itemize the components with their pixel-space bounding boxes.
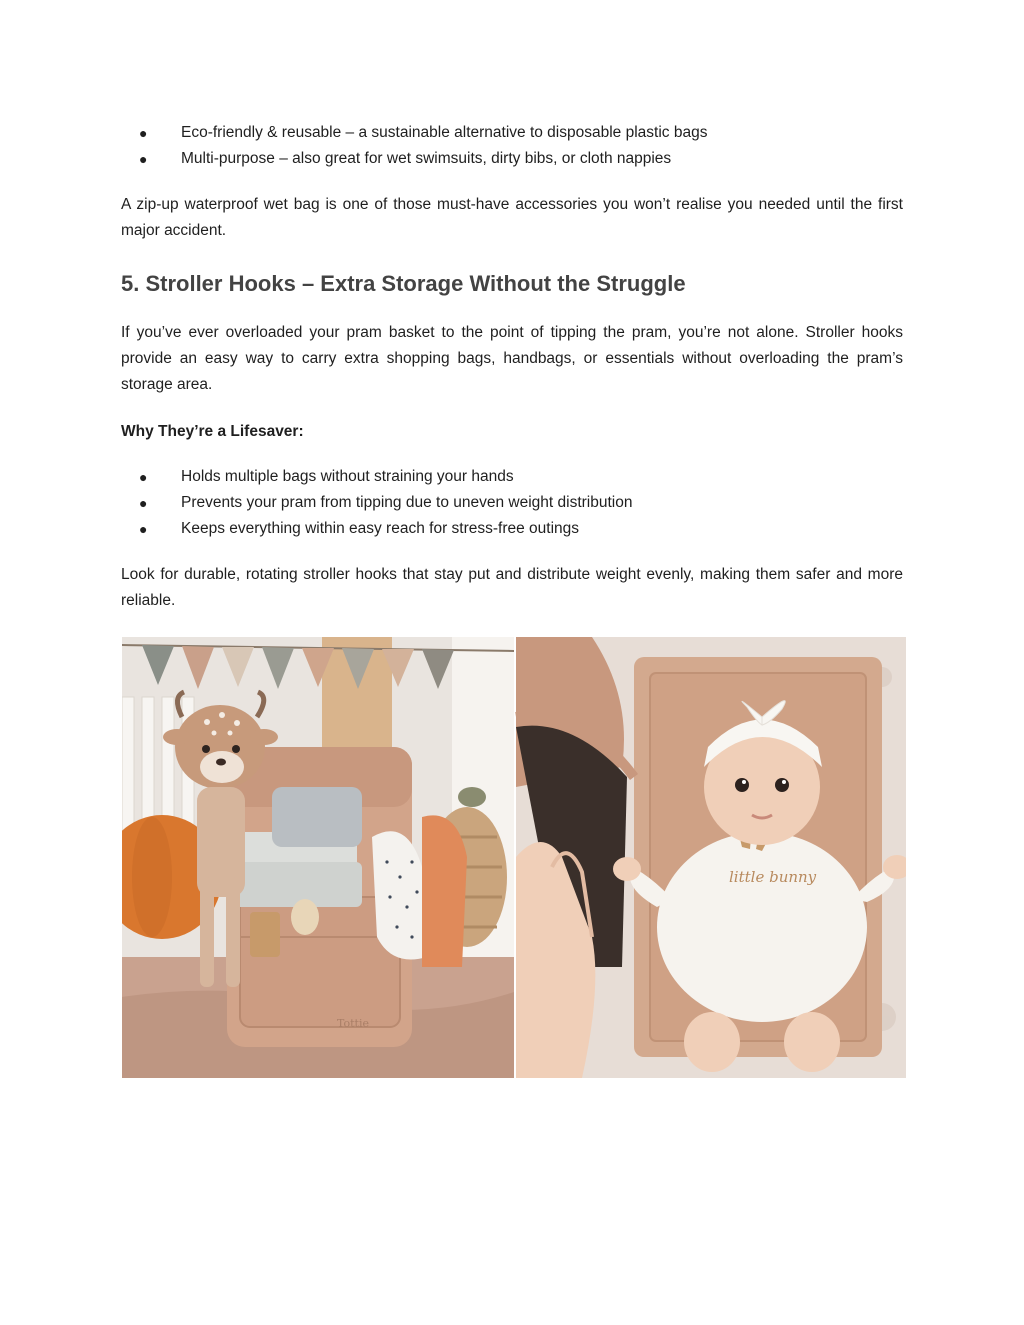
list-item: ● Multi-purpose – also great for wet swimsuits, dirty bibs, or cloth nappies bbox=[121, 146, 903, 172]
list-item: ● Eco-friendly & reusable – a sustainable alternative to disposable plastic bags bbox=[121, 120, 903, 146]
intro-paragraph: If you’ve ever overloaded your pram basket to the point of tipping the pram, you’re not alone. Stroller hooks provide an easy way to carry extra shopping bags, handbags, or essentials without overloading the pram’s storage area. bbox=[121, 324, 903, 393]
list-item: ● Prevents your pram from tipping due to uneven weight distribution bbox=[121, 490, 903, 516]
product-photo bbox=[122, 637, 906, 1078]
wet-bag-paragraph: A zip-up waterproof wet bag is one of those must-have accessories you won’t realise you needed until the first major accident. bbox=[121, 196, 903, 239]
sweater-text: little bunny bbox=[729, 868, 817, 886]
bullet-icon: ● bbox=[139, 125, 148, 141]
bullet-icon: ● bbox=[139, 469, 148, 485]
list-item: ● Keeps everything within easy reach for stress-free outings bbox=[121, 516, 903, 542]
tip-paragraph: Look for durable, rotating stroller hooks that stay put and distribute weight evenly, making them safer and more reliable. bbox=[121, 566, 903, 609]
bag-brand-label: Tottie bbox=[337, 1017, 369, 1030]
list-item: ● Holds multiple bags without straining your hands bbox=[121, 464, 903, 490]
benefits-subheading: Why They’re a Lifesaver: bbox=[121, 423, 304, 440]
bullet-icon: ● bbox=[139, 495, 148, 511]
section-heading: 5. Stroller Hooks – Extra Storage Without the Struggle bbox=[121, 271, 686, 296]
features-list bbox=[121, 120, 903, 172]
bullet-icon: ● bbox=[139, 151, 148, 167]
bullet-icon: ● bbox=[139, 521, 148, 537]
nursery-backpack-photo bbox=[122, 637, 514, 1078]
baby-changing-mat-photo bbox=[516, 637, 906, 1078]
benefits-list bbox=[121, 464, 903, 542]
